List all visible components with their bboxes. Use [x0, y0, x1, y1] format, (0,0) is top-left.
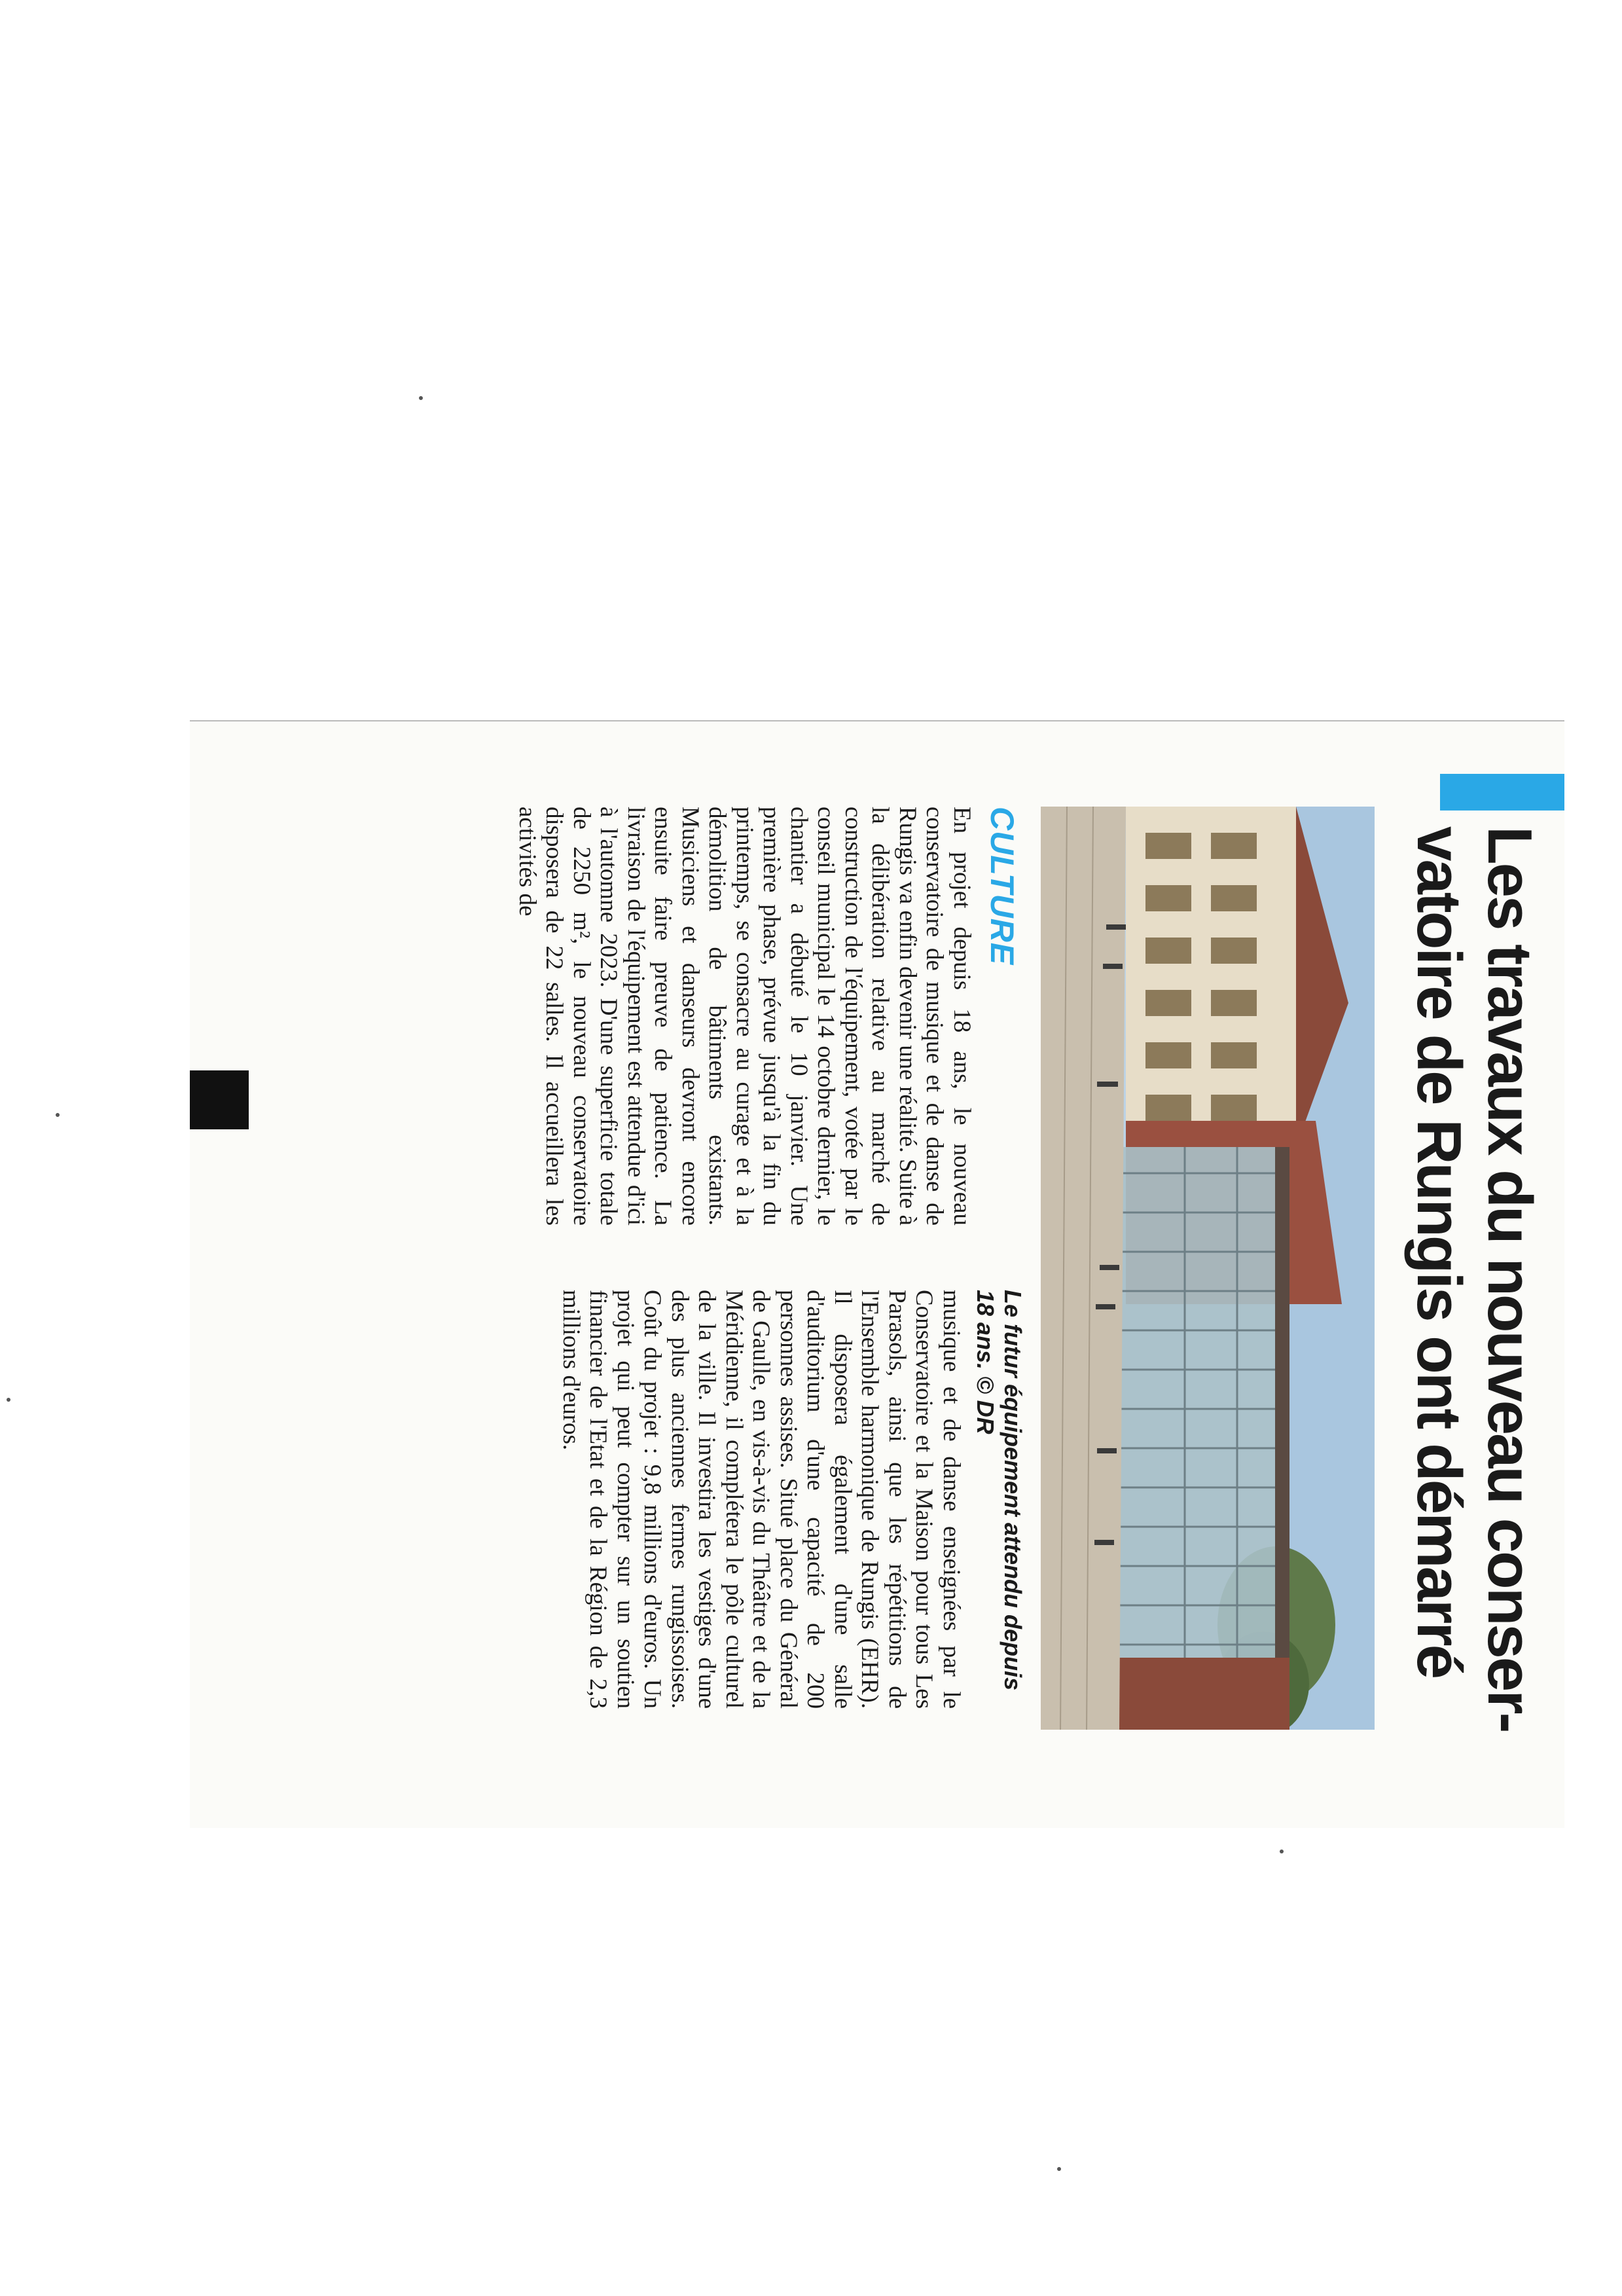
article-headline: Les travaux du nouveau conser-vatoire de Rungis ont démarré [1404, 826, 1545, 1732]
article-column-2: musique et de danse enseignées par le Conservatoire et la Maison pour tous Les Parasols, ainsi que les répétitions de l'Ensemble harmonique de Rungis (EHR). Il disposera également d'une salle d'auditorium d'une capacité de 200 personnes assises. Situé place du Général de Gaulle, en vis-à-vis du Théâtre et de la Méridienne, il complétera le pôle culturel de la ville. Il investira les vestiges d'une des plus anciennes fermes rungissoises. Coût du projet : 9,8 millions d'euros. Un projet qui peut compter sur un soutien financier de l'Etat et de la Région de 2,3 millions d'euros. [558, 1290, 965, 1709]
scan-speck [56, 1113, 60, 1117]
accent-bar [1440, 774, 1564, 811]
rotated-article [190, 721, 1564, 1828]
registration-mark [190, 1070, 249, 1129]
photo-caption: Le futur équipement attendu depuis 18 ans. © DR [972, 1290, 1026, 1691]
newspaper-clipping [190, 720, 1564, 1828]
scan-speck [1280, 1850, 1284, 1853]
conservatory-rendering-image [1041, 807, 1375, 1730]
scan-speck [7, 1398, 10, 1402]
scan-speck [1057, 2167, 1061, 2171]
rubric-culture: CULTURE [984, 807, 1020, 966]
article-column-1: En projet depuis 18 ans, le nouveau conservatoire de musique et de danse de Rungis va enfin devenir une réalité. Suite à la délibération relative au marché de construction de l'équipement, votée par le conseil municipal le 14 octobre dernier, le chantier a débuté le 10 janvier. Une première phase, prévue jusqu'à la fin du printemps, se consacre au curage et à la démolition de bâtiments existants. Musiciens et danseurs devront encore ensuite faire preuve de patience. La livraison de l'équipement est attendue d'ici à l'automne 2023. D'une superficie totale de 2250 m², le nouveau conservatoire disposera de 22 salles. Il accueillera les activités de [514, 807, 975, 1226]
article-photo [1041, 807, 1375, 1730]
scan-speck [419, 396, 423, 400]
